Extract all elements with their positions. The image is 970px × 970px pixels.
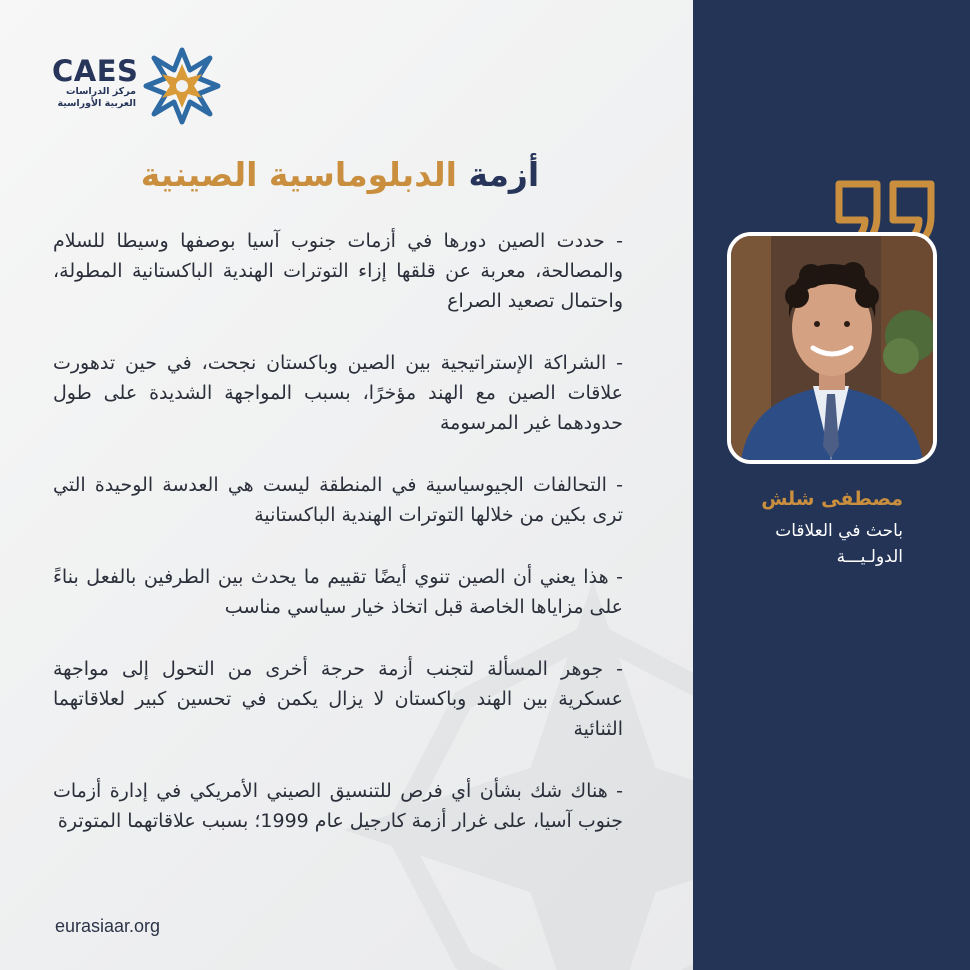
page-title xyxy=(100,150,580,200)
article-body xyxy=(53,226,623,868)
title-part-2: الدبلوماسية الصينية xyxy=(140,155,457,194)
paragraph-3: - التحالفات الجيوسياسية في المنطقة ليست هي العدسة الوحيدة التي ترى بكين من خلالها التوترات الهندية الباكستانية xyxy=(53,474,623,526)
logo-subtitle-line1: مركز الدراسات xyxy=(65,86,136,97)
logo-title: CAES xyxy=(52,54,139,88)
paragraph-6: - هناك شك بشأن أي فرص للتنسيق الصيني الأمريكي في إدارة أزمات جنوب آسيا، على غرار أزمة كارجيل عام 1999؛ بسبب علاقاتهما المتوترة xyxy=(53,780,623,832)
author-role-line-1: باحث في العلاقات xyxy=(775,521,903,541)
author-role xyxy=(700,518,903,570)
author-photo xyxy=(727,232,937,464)
author-name: مصطفى شلش xyxy=(761,488,903,510)
star-logo-icon xyxy=(142,46,222,126)
caes-logo xyxy=(52,46,222,128)
title-part-1: أزمة xyxy=(468,155,540,194)
paragraph-2: - الشراكة الإستراتيجية بين الصين وباكستان نجحت، في حين تدهورت علاقات الصين مع الهند مؤخرًا، بسبب المواجهة الشديدة على طول حدودهما غير المرسومة xyxy=(53,352,623,434)
author-panel xyxy=(693,0,970,970)
website-link[interactable]: eurasiaar.org xyxy=(55,916,161,936)
paragraph-4: - هذا يعني أن الصين تنوي أيضًا تقييم ما يحدث بين الطرفين بالفعل بناءً على مزاياها الخاصة قبل اتخاذ خيار سياسي مناسب xyxy=(53,566,623,618)
paragraph-5: - جوهر المسألة لتجنب أزمة حرجة أخرى من التحول إلى مواجهة عسكرية بين الهند وباكستان لا يزال يكمن في تحسين كبير لعلاقاتهما الثنائية xyxy=(53,658,623,740)
author-portrait-illustration xyxy=(731,236,933,460)
logo-subtitle-line2: العربية الأوراسية xyxy=(57,98,136,109)
paragraph-1: - حددت الصين دورها في أزمات جنوب آسيا بوصفها وسيطا للسلام والمصالحة، معربة عن قلقها إزاء التوترات الهندية الباكستانية المطولة، واحتمال تصعيد الصراع xyxy=(53,230,623,312)
author-role-line-2: الدولـيـــة xyxy=(836,547,903,567)
